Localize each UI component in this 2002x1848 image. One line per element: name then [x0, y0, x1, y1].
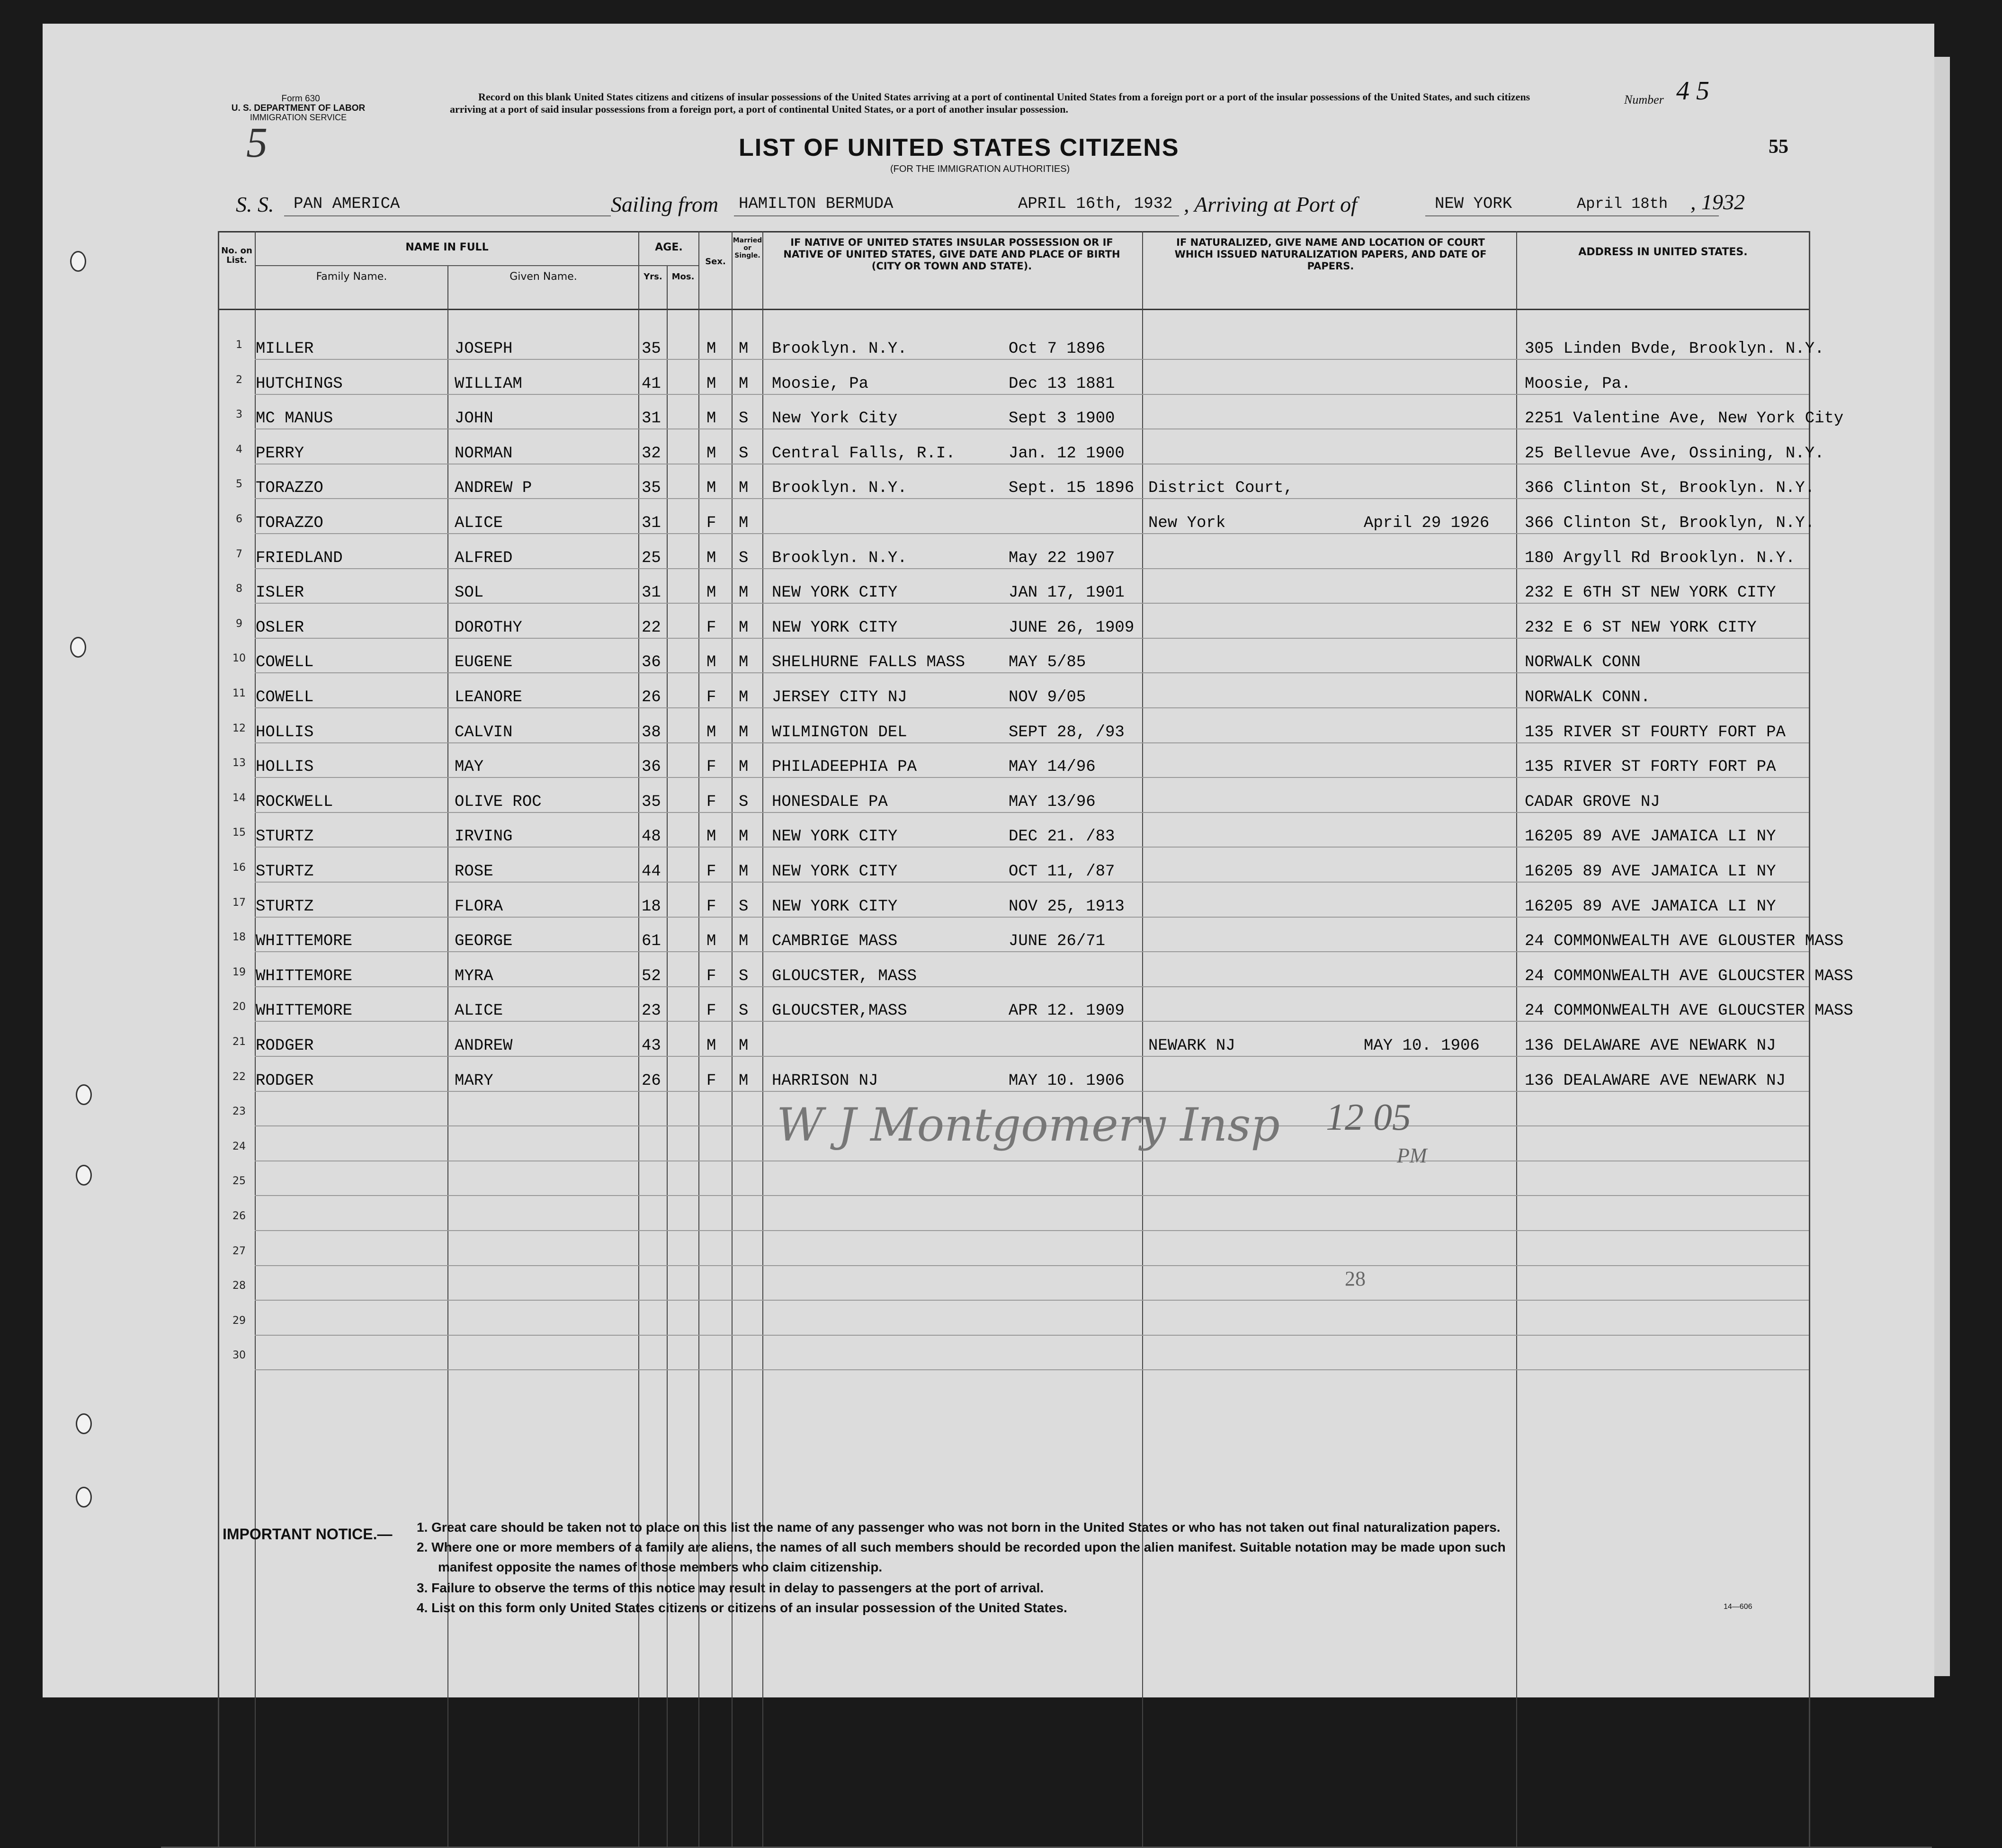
row-address: CADAR GROVE NJ — [1525, 793, 1660, 811]
row-rule — [255, 1335, 1809, 1336]
row-n: 12 — [232, 722, 246, 734]
row-rule — [255, 603, 1809, 604]
row-age: 23 — [642, 1002, 661, 1020]
row-given: FLORA — [455, 897, 503, 916]
number-value: 4 5 — [1676, 76, 1709, 106]
row-age: 32 — [642, 444, 661, 463]
row-address: NORWALK CONN. — [1525, 688, 1651, 706]
header-married: Married or Single. — [733, 237, 762, 259]
row-family: HOLLIS — [256, 723, 314, 741]
notice-item: 3. Failure to observe the terms of this notice may result in delay to passengers at the port of arrival. — [417, 1580, 1044, 1595]
row-date: APR 12. 1909 — [1009, 1002, 1125, 1020]
row-given: JOSEPH — [455, 340, 513, 358]
row-place: Brooklyn. N.Y. — [772, 479, 907, 498]
header-address: ADDRESS IN UNITED STATES. — [1578, 246, 1748, 258]
header-bottom-rule — [218, 309, 1810, 310]
row-address: Moosie, Pa. — [1525, 375, 1631, 393]
row-place: Brooklyn. N.Y. — [772, 340, 907, 358]
row-place: WILMINGTON DEL — [772, 723, 907, 741]
row-age: 38 — [642, 723, 661, 741]
row-ms: S — [739, 549, 749, 567]
row-n: 13 — [232, 757, 246, 769]
row-n: 16 — [232, 862, 246, 874]
notice-item: 4. List on this form only United States citizens or citizens of an insular possession of the United States. — [417, 1600, 1067, 1615]
row-age: 35 — [642, 340, 661, 358]
row-court: District Court, — [1148, 479, 1294, 498]
row-sex: M — [706, 340, 716, 358]
row-family: WHITTEMORE — [256, 1002, 353, 1020]
row-place: GLOUCSTER,MASS — [772, 1002, 907, 1020]
row-rule — [255, 742, 1809, 743]
row-date: NOV 9/05 — [1009, 688, 1086, 706]
row-n: 11 — [232, 687, 246, 699]
row-n: 22 — [232, 1071, 246, 1083]
row-age: 36 — [642, 653, 661, 672]
row-address: 24 COMMONWEALTH AVE GLOUCSTER MASS — [1525, 1002, 1853, 1020]
row-given: ALFRED — [455, 549, 513, 567]
row-sex: M — [706, 549, 716, 567]
row-given: LEANORE — [455, 688, 522, 706]
row-sex: M — [706, 375, 716, 393]
binder-hole — [70, 251, 86, 272]
row-n: 28 — [232, 1280, 246, 1292]
row-rule — [255, 1265, 1809, 1266]
ship-name: PAN AMERICA — [294, 195, 400, 213]
row-address: 136 DEALAWARE AVE NEWARK NJ — [1525, 1071, 1786, 1090]
row-ms: M — [739, 828, 749, 846]
row-rule — [255, 707, 1809, 708]
row-ms: M — [739, 863, 749, 881]
row-given: MAY — [455, 758, 484, 777]
row-place: Moosie, Pa — [772, 375, 869, 393]
row-ms: M — [739, 375, 749, 393]
row-age: 25 — [642, 549, 661, 567]
row-rule — [255, 498, 1809, 499]
row-n: 10 — [232, 652, 246, 665]
row-date: MAY 14/96 — [1009, 758, 1096, 777]
row-address: 16205 89 AVE JAMAICA LI NY — [1525, 863, 1776, 881]
row-family: WHITTEMORE — [256, 932, 353, 951]
row-rule — [255, 917, 1809, 918]
row-n: 29 — [232, 1314, 246, 1327]
row-date: OCT 11, /87 — [1009, 863, 1115, 881]
row-date: JAN 17, 1901 — [1009, 584, 1125, 602]
row-place: NEW YORK CITY — [772, 828, 898, 846]
row-date: NOV 25, 1913 — [1009, 897, 1125, 916]
number-label: Number — [1624, 93, 1664, 107]
row-n: 26 — [232, 1210, 246, 1222]
row-n: 21 — [232, 1036, 246, 1048]
row-rule — [255, 1230, 1809, 1231]
row-date: JUNE 26/71 — [1009, 932, 1106, 951]
row-rule — [255, 394, 1809, 395]
row-n: 20 — [232, 1001, 246, 1013]
row-given: OLIVE ROC — [455, 793, 542, 811]
row-rule — [255, 847, 1809, 848]
row-n: 23 — [232, 1106, 246, 1118]
row-sex: M — [706, 653, 716, 672]
row-ms: M — [739, 618, 749, 637]
inspection-ampm: PM — [1397, 1144, 1427, 1167]
row-given: EUGENE — [455, 653, 513, 672]
row-ms: M — [739, 1071, 749, 1090]
row-place: NEW YORK CITY — [772, 897, 898, 916]
row-ms: S — [739, 410, 749, 428]
service-label: IMMIGRATION SERVICE — [250, 113, 347, 122]
notice-item: manifest opposite the names of those members who claim citizenship. — [438, 1560, 883, 1574]
row-place: HARRISON NJ — [772, 1071, 878, 1090]
row-family: HOLLIS — [256, 758, 314, 777]
row-given: CALVIN — [455, 723, 513, 741]
row-rule — [255, 638, 1809, 639]
row-address: 366 Clinton St, Brooklyn. N.Y. — [1525, 479, 1815, 498]
row-sex: F — [706, 967, 716, 985]
row-ms: M — [739, 584, 749, 602]
row-family: MILLER — [256, 340, 314, 358]
header-naturalized: IF NATURALIZED, GIVE NAME AND LOCATION OF COURT WHICH ISSUED NATURALIZATION PAPERS, AND DATE OF PAPERS. — [1174, 237, 1487, 272]
header-birth: IF NATIVE OF UNITED STATES INSULAR POSSESSION OR IF NATIVE OF UNITED STATES, GIVE DATE AND PLACE OF BIRTH (CITY OR TOWN AND STATE). — [783, 237, 1120, 272]
row-n: 1 — [236, 339, 242, 351]
row-ms: M — [739, 653, 749, 672]
header-yrs: Yrs. — [644, 272, 662, 282]
row-ms: M — [739, 514, 749, 532]
row-age: 41 — [642, 375, 661, 393]
row-rule — [255, 1091, 1809, 1092]
row-family: OSLER — [256, 618, 304, 637]
row-date: MAY 5/85 — [1009, 653, 1086, 672]
row-given: GEORGE — [455, 932, 513, 951]
row-date: Jan. 12 1900 — [1009, 444, 1125, 463]
row-given: NORMAN — [455, 444, 513, 463]
row-sex: M — [706, 584, 716, 602]
row-rule — [255, 1056, 1809, 1057]
row-rule — [255, 1369, 1809, 1370]
row-n: 9 — [236, 617, 242, 630]
row-ms: M — [739, 932, 749, 951]
row-given: WILLIAM — [455, 375, 522, 393]
row-n: 6 — [236, 513, 242, 525]
row-court: NEWARK NJ — [1148, 1037, 1235, 1055]
row-rule — [255, 1021, 1809, 1022]
row-rule — [255, 951, 1809, 952]
row-ms: S — [739, 897, 749, 916]
row-address: 25 Bellevue Ave, Ossining, N.Y. — [1525, 444, 1824, 463]
row-sex: F — [706, 618, 716, 637]
row-n: 25 — [232, 1175, 246, 1187]
row-age: 52 — [642, 967, 661, 985]
row-rule — [255, 812, 1809, 813]
row-date: JUNE 26, 1909 — [1009, 618, 1135, 637]
binder-hole — [70, 637, 86, 658]
row-address: 135 RIVER ST FORTY FORT PA — [1525, 758, 1776, 777]
row-sex: M — [706, 723, 716, 741]
row-ms: M — [739, 340, 749, 358]
row-rule — [255, 359, 1809, 360]
row-age: 48 — [642, 828, 661, 846]
row-age: 31 — [642, 410, 661, 428]
row-given: JOHN — [455, 410, 493, 428]
row-n: 17 — [232, 896, 246, 909]
table-top-rule — [218, 231, 1810, 232]
row-place: GLOUCSTER, MASS — [772, 967, 917, 985]
sailing-date: APRIL 16th, 1932 — [1018, 195, 1173, 213]
row-address: 2251 Valentine Ave, New York City — [1525, 410, 1844, 428]
col-rule — [1809, 231, 1810, 1848]
binder-hole — [76, 1487, 92, 1508]
row-ms: S — [739, 967, 749, 985]
row-rule — [255, 1300, 1809, 1301]
row-date: Sept 3 1900 — [1009, 410, 1115, 428]
row-given: MARY — [455, 1071, 493, 1090]
notice-item: 2. Where one or more members of a family are aliens, the names of all such members should be recorded upon the alien manifest. Suitable notation may be made upon such — [417, 1540, 1506, 1554]
row-address: 24 COMMONWEALTH AVE GLOUSTER MASS — [1525, 932, 1844, 951]
row-sex: M — [706, 410, 716, 428]
row-sex: F — [706, 514, 716, 532]
inspection-time: 12 05 — [1326, 1097, 1411, 1138]
row-given: ANDREW — [455, 1037, 513, 1055]
row-address: 136 DELAWARE AVE NEWARK NJ — [1525, 1037, 1776, 1055]
row-n: 5 — [236, 478, 242, 491]
arriving-label: , Arriving at Port of — [1184, 192, 1357, 216]
row-rule — [255, 672, 1809, 673]
header-given: Given Name. — [509, 271, 577, 283]
row-age: 44 — [642, 863, 661, 881]
row-sex: F — [706, 793, 716, 811]
row-n: 30 — [232, 1349, 246, 1362]
row-date: MAY 10. 1906 — [1009, 1071, 1125, 1090]
row-given: ANDREW P — [455, 479, 532, 498]
row-date: Oct 7 1896 — [1009, 340, 1106, 358]
footer-code: 14—606 — [1724, 1603, 1752, 1611]
row-ms: M — [739, 723, 749, 741]
row-address: 232 E 6TH ST NEW YORK CITY — [1525, 584, 1776, 602]
row-age: 18 — [642, 897, 661, 916]
row-rule — [255, 777, 1809, 778]
arrival-date: April 18th — [1577, 195, 1668, 213]
header-family: Family Name. — [316, 271, 387, 283]
row-place: Central Falls, R.I. — [772, 444, 956, 463]
row-n: 27 — [232, 1245, 246, 1257]
row-place: CAMBRIGE MASS — [772, 932, 898, 951]
row-given: ALICE — [455, 514, 503, 532]
row-family: ROCKWELL — [256, 793, 333, 811]
row-family: TORAZZO — [256, 479, 323, 498]
row-sex: M — [706, 444, 716, 463]
margin-handwritten-mark: 5 — [246, 119, 268, 166]
row-rule — [255, 533, 1809, 534]
row-family: TORAZZO — [256, 514, 323, 532]
row-ms: M — [739, 479, 749, 498]
row-family: MC MANUS — [256, 410, 333, 428]
row-date: SEPT 28, /93 — [1009, 723, 1125, 741]
binder-hole — [76, 1413, 92, 1434]
binder-hole — [76, 1084, 92, 1105]
row-sex: M — [706, 828, 716, 846]
row-n: 19 — [232, 966, 246, 978]
page-title: LIST OF UNITED STATES CITIZENS — [739, 134, 1180, 161]
row-sex: F — [706, 758, 716, 777]
row-n: 7 — [236, 548, 242, 560]
row-age: 31 — [642, 584, 661, 602]
row-address: 232 E 6 ST NEW YORK CITY — [1525, 618, 1757, 637]
header-age: AGE. — [655, 241, 683, 253]
row-family: HUTCHINGS — [256, 375, 343, 393]
row-place: Brooklyn. N.Y. — [772, 549, 907, 567]
row-given: MYRA — [455, 967, 493, 985]
arrival-year: , 1932 — [1690, 190, 1745, 214]
row-family: ISLER — [256, 584, 304, 602]
row-court-date: MAY 10. 1906 — [1364, 1037, 1480, 1055]
row-place: NEW YORK CITY — [772, 863, 898, 881]
row-family: RODGER — [256, 1071, 314, 1090]
row-sex: M — [706, 479, 716, 498]
underline — [734, 215, 1179, 216]
row-age: 26 — [642, 1071, 661, 1090]
ss-label: S. S. — [236, 192, 274, 216]
row-given: ALICE — [455, 1002, 503, 1020]
row-age: 36 — [642, 758, 661, 777]
row-family: STURTZ — [256, 897, 314, 916]
row-family: FRIEDLAND — [256, 549, 343, 567]
row-age: 35 — [642, 479, 661, 498]
row-age: 22 — [642, 618, 661, 637]
col-rule — [1516, 231, 1517, 1848]
row-n: 18 — [232, 931, 246, 944]
row-date: Dec 13 1881 — [1009, 375, 1115, 393]
row-age: 61 — [642, 932, 661, 951]
page-subtitle: (FOR THE IMMIGRATION AUTHORITIES) — [890, 164, 1070, 174]
row-rule — [255, 568, 1809, 569]
row-age: 43 — [642, 1037, 661, 1055]
row-ms: M — [739, 688, 749, 706]
header-sex: Sex. — [705, 257, 726, 267]
row-sex: F — [706, 1071, 716, 1090]
row-family: RODGER — [256, 1037, 314, 1055]
form-number: Form 630 — [281, 94, 320, 104]
row-family: PERRY — [256, 444, 304, 463]
row-address: 135 RIVER ST FOURTY FORT PA — [1525, 723, 1786, 741]
row-given: ROSE — [455, 863, 493, 881]
underline — [1425, 215, 1719, 216]
col-rule — [218, 231, 219, 1848]
row-sex: F — [706, 897, 716, 916]
row-n: 24 — [232, 1140, 246, 1152]
row-date: Sept. 15 1896 — [1009, 479, 1135, 498]
row-court: New York — [1148, 514, 1226, 532]
row-n: 2 — [236, 374, 242, 386]
form-instructions: Record on this blank United States citizens and citizens of insular possessions of the United States arriving at a port of continental United States from a foreign port or a port of the insular possessions of the United States, and such citizens arriving at a port of said insular possessions from a foreign port, a port of continental United States, or a port of another insular possession. — [450, 91, 1530, 115]
row-address: NORWALK CONN — [1525, 653, 1641, 672]
header-no: No. on List. — [221, 246, 252, 265]
underline — [284, 215, 611, 216]
row-ms: S — [739, 1002, 749, 1020]
row-n: 4 — [236, 443, 242, 455]
row-address: 24 COMMONWEALTH AVE GLOUCSTER MASS — [1525, 967, 1853, 985]
row-rule — [255, 986, 1809, 987]
row-n: 15 — [232, 827, 246, 839]
row-address: 366 Clinton St, Brooklyn, N.Y. — [1525, 514, 1815, 532]
row-address: 180 Argyll Rd Brooklyn. N.Y. — [1525, 549, 1796, 567]
row-date: DEC 21. /83 — [1009, 828, 1115, 846]
row-ms: S — [739, 793, 749, 811]
departure-port: HAMILTON BERMUDA — [739, 195, 894, 213]
row-age: 26 — [642, 688, 661, 706]
row-family: STURTZ — [256, 828, 314, 846]
col-rule — [1142, 231, 1143, 1848]
row-given: DOROTHY — [455, 618, 522, 637]
row-n: 14 — [232, 792, 246, 804]
binder-hole — [76, 1165, 92, 1186]
stamp-number: 28 — [1345, 1267, 1366, 1290]
row-ms: M — [739, 758, 749, 777]
row-place: SHELHURNE FALLS MASS — [772, 653, 965, 672]
row-sex: F — [706, 1002, 716, 1020]
row-address: 16205 89 AVE JAMAICA LI NY — [1525, 897, 1776, 916]
row-rule — [255, 882, 1809, 883]
row-sex: M — [706, 932, 716, 951]
row-sex: F — [706, 863, 716, 881]
arrival-port: NEW YORK — [1435, 195, 1512, 213]
page-number: 55 — [1769, 136, 1788, 158]
row-sex: M — [706, 1037, 716, 1055]
row-date: May 22 1907 — [1009, 549, 1115, 567]
row-family: COWELL — [256, 688, 314, 706]
row-court-date: April 29 1926 — [1364, 514, 1490, 532]
row-place: JERSEY CITY NJ — [772, 688, 907, 706]
row-given: SOL — [455, 584, 484, 602]
row-rule — [255, 1195, 1809, 1196]
row-n: 8 — [236, 583, 242, 595]
row-place: NEW YORK CITY — [772, 618, 898, 637]
header-mos: Mos. — [671, 272, 695, 282]
row-address: 16205 89 AVE JAMAICA LI NY — [1525, 828, 1776, 846]
sailing-label: Sailing from — [611, 192, 719, 216]
subheader-rule — [255, 265, 698, 266]
row-sex: F — [706, 688, 716, 706]
row-family: WHITTEMORE — [256, 967, 353, 985]
row-place: NEW YORK CITY — [772, 584, 898, 602]
row-place: HONESDALE PA — [772, 793, 888, 811]
row-place: PHILADEEPHIA PA — [772, 758, 917, 777]
row-family: COWELL — [256, 653, 314, 672]
row-ms: M — [739, 1037, 749, 1055]
inspector-signature: W J Montgomery Insp — [777, 1098, 1280, 1152]
notice-item: 1. Great care should be taken not to place on this list the name of any passenger who was not born in the United States or who has not taken out final naturalization papers. — [417, 1520, 1501, 1535]
row-age: 31 — [642, 514, 661, 532]
row-family: STURTZ — [256, 863, 314, 881]
notice-label: IMPORTANT NOTICE.— — [223, 1526, 393, 1543]
header-name: NAME IN FULL — [405, 241, 489, 253]
row-given: IRVING — [455, 828, 513, 846]
department-label: U. S. DEPARTMENT OF LABOR — [231, 103, 366, 113]
row-n: 3 — [236, 409, 242, 421]
row-age: 35 — [642, 793, 661, 811]
row-ms: S — [739, 444, 749, 463]
row-date: MAY 13/96 — [1009, 793, 1096, 811]
row-place: New York City — [772, 410, 898, 428]
row-address: 305 Linden Bvde, Brooklyn. N.Y. — [1525, 340, 1824, 358]
